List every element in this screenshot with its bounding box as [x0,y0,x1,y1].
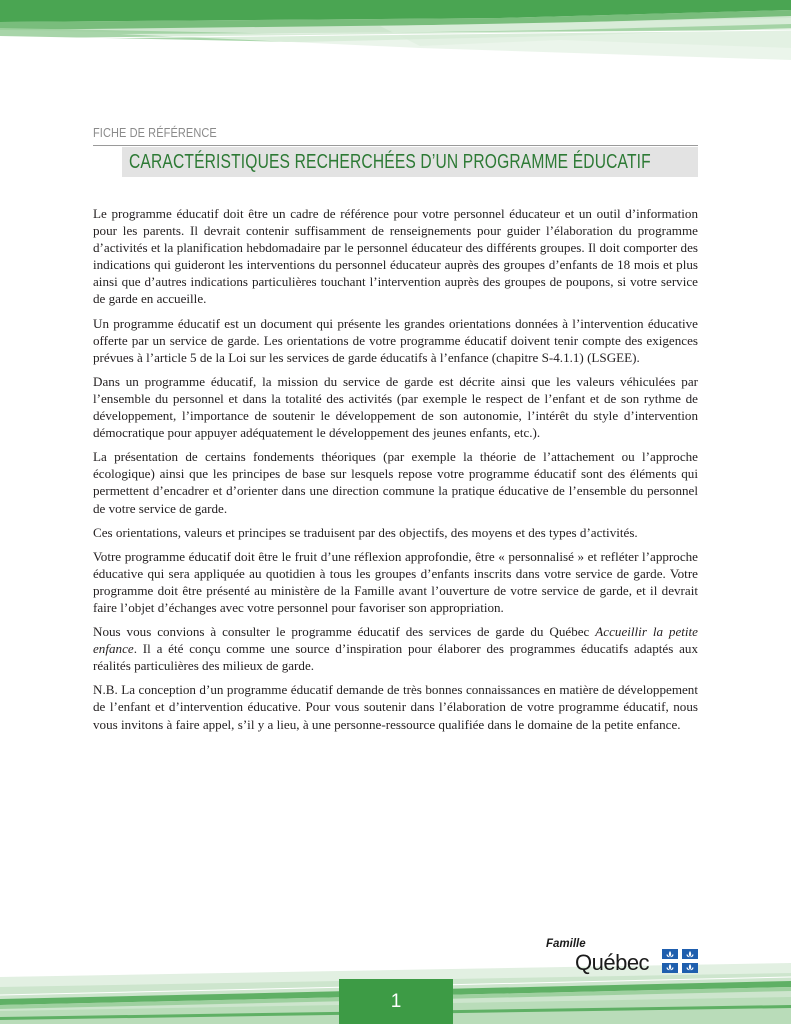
paragraph-1: Le programme éducatif doit être un cadre de référence pour votre personnel éducateur et un outil d’information pour les parents. Il devrait contenir suffisamment de renseignements pour guider l’élaboration du programme d’activités et la planification hebdomadaire par le personnel éducateur des différents groupes. Il doit comporter des indications qui guideront les interventions du personnel éducateur auprès des groupes d’enfants de 18 mois et plus ainsi que d’autres indications particulières touchant l’intervention auprès des groupes de poupons, si votre service de garde en accueille. [93,206,698,307]
page-number: 1 [390,991,402,1012]
program-title-italic: Accueillir la petite enfance [93,624,698,657]
top-decorative-banner [0,0,791,80]
reference-sheet-label: FICHE DE RÉFÉRENCE [93,126,217,140]
fleur-de-lis-flag-icon [662,949,698,973]
paragraph-6: Votre programme éducatif doit être le fruit d’une réflexion approfondie, être « personnalisé » et refléter l’approche éducative qui sera appliquée au quotidien à tous les groupes d’enfants inscrits dans votre service de garde. Votre programme doit être présenté au ministère de la Famille avant l’ouverture de votre service de garde, et il devrait faire l’objet d’échanges avec votre personnel pour favoriser son appropriation. [93,548,698,615]
paragraph-4: La présentation de certains fondements théoriques (par exemple la théorie de l’attachement ou l’approche écologique) ainsi que les principes de base sur lesquels repose votre programme éducatif sont des éléments qui permettent d’encadrer et d’orienter dans une direction commune la pratique éducative de l’ensemble du personnel de votre service de garde. [93,449,698,516]
page-title: CARACTÉRISTIQUES RECHERCHÉES D’UN PROGRAMME ÉDUCATIF [129,151,651,173]
paragraph-7-text-start: Nous vous convions à consulter le programme éducatif des services de garde du Québec [93,624,596,640]
logo-famille-text: Famille [546,938,586,950]
paragraph-2: Un programme éducatif est un document qui présente les grandes orientations données à l’intervention éducative offerte par un service de garde. Les orientations de votre programme éducatif doivent tenir compte des exigences prévues à l’article 5 de la Loi sur les services de garde éducatifs à l’enfance (chapitre S-4.1.1) (LSGEE). [93,315,698,365]
paragraph-8: N.B. La conception d’un programme éducatif demande de très bonnes connaissances en matière de développement de l’enfant et d’intervention éducative. Pour vous soutenir dans l’élaboration de votre programme éducatif, nous vous invitons à faire appel, s’il y a lieu, à une personne-ressource qualifiée dans le domaine de la petite enfance. [93,682,698,732]
paragraph-3: Dans un programme éducatif, la mission du service de garde est décrite ainsi que les valeurs véhiculées par l’ensemble du personnel et dans la totalité des activités (par exemple le respect de l’enfant et de son rythme de développement, l’importance de soutenir le développement de son autonomie, l’intérêt du style d’intervention démocratique pour appuyer adéquatement le développement des jeunes enfants, etc.). [93,373,698,441]
paragraph-7 [93,623,698,674]
paragraph-5: Ces orientations, valeurs et principes se traduisent par des objectifs, des moyens et des types d’activités. [93,524,638,540]
paragraph-7-text-end: . Il a été conçu comme une source d’inspiration pour élaborer des programmes éducatifs adaptés aux réalités particulières des milieux de garde. [93,641,698,674]
title-rule [93,145,698,146]
logo-quebec-text: Québec [575,950,650,975]
famille-quebec-logo [546,938,698,976]
body-text [93,205,698,740]
